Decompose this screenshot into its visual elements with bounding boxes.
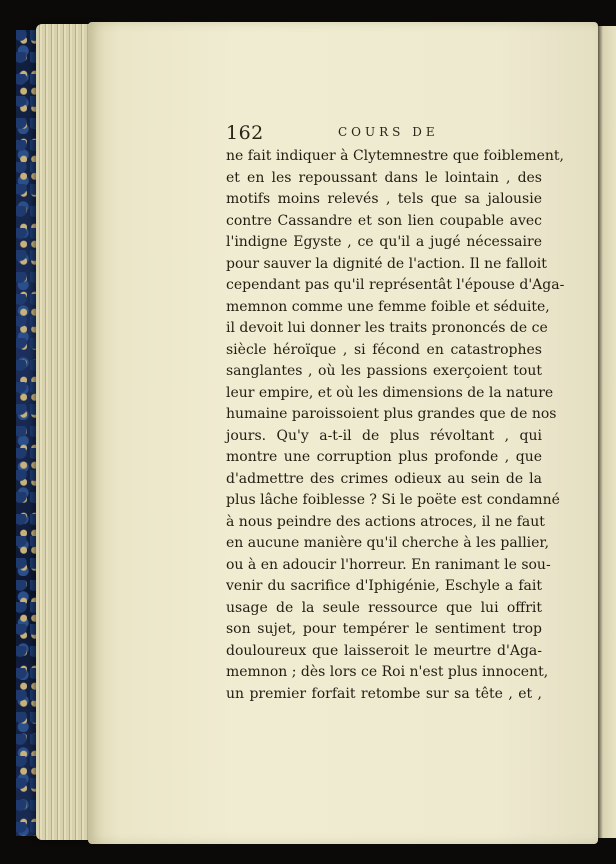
text-line: pour sauver la dignité de l'action. Il ne falloit bbox=[226, 255, 547, 272]
text-line: contre Cassandre et son lien coupable avec bbox=[226, 212, 542, 229]
text-line: usage de la seule ressource que lui offrit bbox=[226, 599, 542, 616]
text-line: un premier forfait retombe sur sa tête , et , bbox=[226, 685, 542, 702]
text-line: l'indigne Egyste , ce qu'il a jugé nécessaire bbox=[226, 234, 542, 250]
text-line: il devoit lui donner les traits prononcés de ce bbox=[226, 320, 548, 336]
text-line: ne fait indiquer à Clytemnestre que foiblement, bbox=[226, 148, 564, 164]
right-page-edge bbox=[596, 26, 616, 838]
text-line: et en les repoussant dans le lointain , des bbox=[226, 169, 542, 186]
text-line: siècle héroïque , si fécond en catastrophes bbox=[226, 341, 542, 358]
running-head: COURS DE bbox=[338, 125, 439, 139]
page-header bbox=[226, 122, 526, 144]
text-line: ou à en adoucir l'horreur. En ranimant le sou- bbox=[226, 556, 551, 573]
text-line: d'admettre des crimes odieux au sein de la bbox=[226, 470, 542, 487]
page-number: 162 bbox=[226, 122, 264, 144]
text-line: en aucune manière qu'il cherche à les pallier, bbox=[226, 535, 550, 551]
text-line: motifs moins relevés , tels que sa jalousie bbox=[226, 191, 542, 207]
text-line: sanglantes , où les passions exerçoient tout bbox=[226, 363, 542, 379]
text-line: cependant pas qu'il représentât l'épouse d'Aga- bbox=[226, 277, 565, 293]
text-line: plus lâche foiblesse ? Si le poëte est condamné bbox=[226, 492, 560, 508]
text-line: memnon ; dès lors ce Roi n'est plus innocent, bbox=[226, 664, 549, 680]
text-line: memnon comme une femme foible et séduite, bbox=[226, 298, 550, 315]
text-line: son sujet, pour tempérer le sentiment trop bbox=[226, 621, 542, 637]
text-line: venir du sacrifice d'Iphigénie, Eschyle a fait bbox=[226, 578, 542, 594]
text-line: montre une corruption plus profonde , que bbox=[226, 449, 542, 465]
text-line: humaine paroissoient plus grandes que de nos bbox=[226, 406, 557, 422]
text-line: douloureux que laisseroit le meurtre d'Aga- bbox=[226, 642, 542, 659]
text-line: jours. Qu'y a-t-il de plus révoltant , qui bbox=[226, 427, 542, 444]
text-line: leur empire, et où les dimensions de la nature bbox=[226, 384, 554, 401]
body-text bbox=[226, 146, 565, 705]
text-line: à nous peindre des actions atroces, il ne faut bbox=[226, 513, 545, 530]
